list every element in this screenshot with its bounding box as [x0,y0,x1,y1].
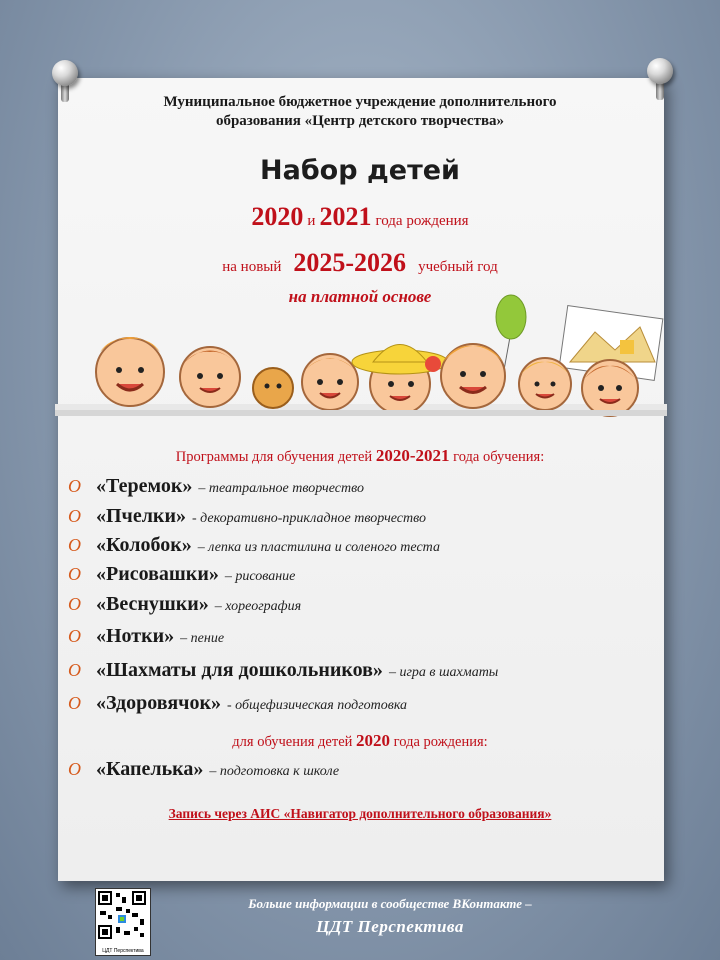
program-name: «Капелька» [96,758,204,780]
paid-basis-label: на платной основе [288,287,432,306]
program-description: - общефизическая подготовка [226,698,408,713]
program-name: «Колобок» [96,534,192,556]
bullet-icon: O [68,660,81,680]
program-description: - декоративно-прикладное творчество [191,511,427,526]
bullet-icon: O [68,535,81,555]
program-description: – пение [180,631,225,646]
bullet-icon: O [68,564,81,584]
sub-programs-heading [0,731,720,751]
program-name: «Здоровячок» [96,692,221,714]
program-description: – рисование [224,569,296,584]
organization-name-line1: Муниципальное бюджетное учреждение дополнительного [163,94,557,110]
programs-heading-years: 2020-2021 [375,446,450,465]
organization-name-line2: образования «Центр детского творчества» [215,113,505,129]
bullet-icon: O [68,759,81,779]
programs-heading-prefix: Программы для обучения детей [175,449,373,465]
programs-heading [0,446,720,466]
bullet-icon: O [68,626,81,646]
school-year-range: 2025-2026 [293,248,407,277]
program-description: – хореография [214,599,302,614]
list-item [68,475,364,501]
bullet-icon: O [68,476,81,496]
list-item [68,692,407,718]
qr-caption: ЦДТ Перспектива [102,948,144,954]
list-item [68,625,224,651]
page-title: Набор детей [260,155,460,186]
list-item [68,758,339,784]
program-description: – театральное творчество [198,481,364,496]
footer-community-name[interactable]: ЦДТ Перспектива [316,917,464,936]
children-illustration [55,292,667,422]
program-description: – подготовка к школе [209,764,340,779]
qr-pattern-icon [96,889,148,941]
list-item [68,505,426,531]
list-item [68,659,498,685]
qr-code-icon[interactable] [95,888,151,956]
program-name: «Теремок» [96,475,193,497]
year-2020: 2020 [251,202,304,231]
bullet-icon: O [68,594,81,614]
registration-link[interactable]: Запись через АИС «Навигатор дополнительного образования» [168,806,552,821]
list-item [68,534,440,560]
bullet-icon: O [68,506,81,526]
year-conjunction: и [307,213,316,229]
school-year-line [0,248,720,278]
list-item [68,593,301,619]
year-2021: 2021 [319,202,372,231]
birth-years-suffix: года рождения [375,213,469,229]
sub-heading-year: 2020 [356,731,391,750]
bullet-icon: O [68,693,81,713]
list-item [68,563,295,589]
birth-years-line [0,202,720,232]
program-name: «Веснушки» [96,593,209,615]
program-name: «Пчелки» [96,505,186,527]
program-description: – лепка из пластилина и соленого теста [197,540,440,555]
program-name: «Нотки» [96,625,175,647]
school-year-suffix: учебный год [418,259,498,275]
program-name: «Рисовашки» [96,563,219,585]
footer-info-line: Больше информации в сообществе ВКонтакте – [248,896,532,911]
programs-heading-suffix: года обучения: [453,449,545,465]
sub-heading-suffix: года рождения: [393,734,488,750]
sub-heading-prefix: для обучения детей [232,734,353,750]
program-name: «Шахматы для дошкольников» [96,659,383,681]
school-year-prefix: на новый [222,259,282,275]
program-description: – игра в шахматы [388,665,499,680]
